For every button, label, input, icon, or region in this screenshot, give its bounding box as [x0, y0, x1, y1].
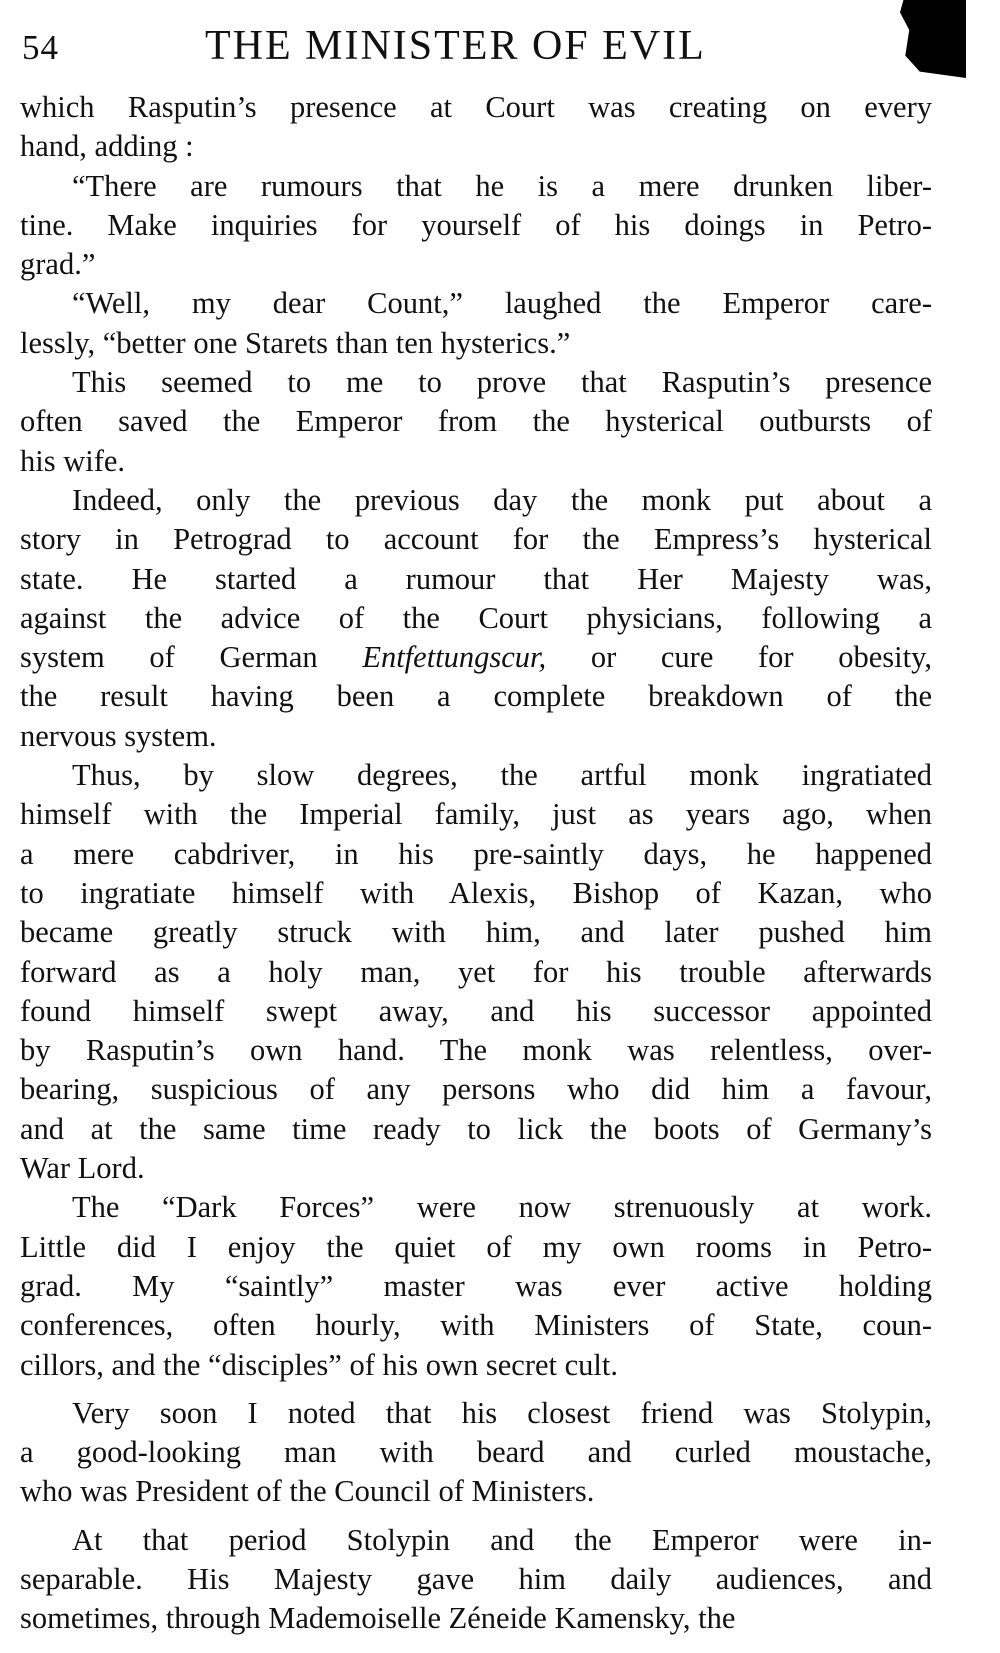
text-line: against the advice of the Court physicians, following a [20, 600, 932, 635]
text-line: a mere cabdriver, in his pre-saintly days, he happened [20, 836, 932, 871]
running-head-title: THE MINISTER OF EVIL [205, 23, 706, 69]
text-line: the result having been a complete breakdown of the [20, 679, 932, 714]
text-line: grad. My “saintly” master was ever active holding [20, 1268, 932, 1303]
paragraph [20, 363, 932, 481]
paragraph [20, 756, 932, 1188]
text-line: hand, adding : [20, 129, 194, 164]
text-line: a good-looking man with beard and curled moustache, [20, 1435, 932, 1470]
page-header [20, 6, 932, 88]
text-line: separable. His Majesty gave him daily audiences, and [20, 1561, 932, 1596]
page-number: 54 [22, 28, 59, 67]
text-line: who was President of the Council of Ministers. [20, 1474, 595, 1509]
text-line: “There are rumours that he is a mere drunken liber- [72, 168, 932, 203]
paragraph [20, 88, 932, 167]
text-line: War Lord. [20, 1151, 145, 1186]
text-line: Very soon I noted that his closest friend was Stolypin, [72, 1395, 932, 1430]
text-line: nervous system. [20, 718, 217, 753]
text-line: bearing, suspicious of any persons who did him a favour, [20, 1072, 932, 1107]
text-line: This seemed to me to prove that Rasputin’s presence [72, 365, 932, 400]
italic-line-tail: or cure for obesity, [546, 640, 932, 675]
book-page [20, 6, 932, 1639]
paragraph [20, 1394, 932, 1512]
text-line: At that period Stolypin and the Emperor were in- [72, 1522, 932, 1557]
text-line: Indeed, only the previous day the monk put about a [72, 482, 932, 517]
text-line: found himself swept away, and his successor appointed [20, 993, 932, 1028]
text-line: The “Dark Forces” were now strenuously at work. [72, 1190, 932, 1225]
text-line: cillors, and the “disciples” of his own secret cult. [20, 1347, 618, 1382]
text-line: became greatly struck with him, and later pushed him [20, 915, 932, 950]
paragraph [20, 1188, 932, 1384]
italic-term: Entfettungscur, [362, 640, 547, 675]
text-line: forward as a holy man, yet for his trouble afterwards [20, 954, 932, 989]
text-line: grad.” [20, 247, 96, 282]
text-line: which Rasputin’s presence at Court was creating on every [20, 90, 932, 124]
text-line: system of German Entfettungscur, or cure for obesity, [20, 640, 932, 675]
paragraph [20, 284, 932, 363]
body-text [20, 88, 932, 1639]
text-line: tine. Make inquiries for yourself of his doings in Petro- [20, 207, 932, 242]
text-line: and at the same time ready to lick the boots of Germany’s [20, 1111, 932, 1146]
paragraph [20, 481, 932, 756]
text-line: state. He started a rumour that Her Majesty was, [20, 561, 932, 596]
text-line: conferences, often hourly, with Ministers of State, coun- [20, 1308, 932, 1343]
text-line: “Well, my dear Count,” laughed the Emperor care- [72, 286, 932, 321]
text-line: sometimes, through Mademoiselle Zéneide Kamensky, the [20, 1601, 736, 1636]
text-line: Little did I enjoy the quiet of my own rooms in Petro- [20, 1229, 932, 1264]
text-line: to ingratiate himself with Alexis, Bishop of Kazan, who [20, 875, 932, 910]
text-line: himself with the Imperial family, just as years ago, when [20, 797, 932, 832]
ink-blot-mark [900, 0, 966, 78]
paragraph [20, 167, 932, 285]
text-line: often saved the Emperor from the hysterical outbursts of [20, 404, 932, 439]
text-line: by Rasputin’s own hand. The monk was relentless, over- [20, 1033, 932, 1068]
text-line: his wife. [20, 443, 126, 478]
paragraph [20, 1521, 932, 1639]
text-line: story in Petrograd to account for the Empress’s hysterical [20, 522, 932, 557]
text-line: lessly, “better one Starets than ten hysterics.” [20, 325, 571, 360]
text-line: Thus, by slow degrees, the artful monk ingratiated [72, 758, 932, 793]
